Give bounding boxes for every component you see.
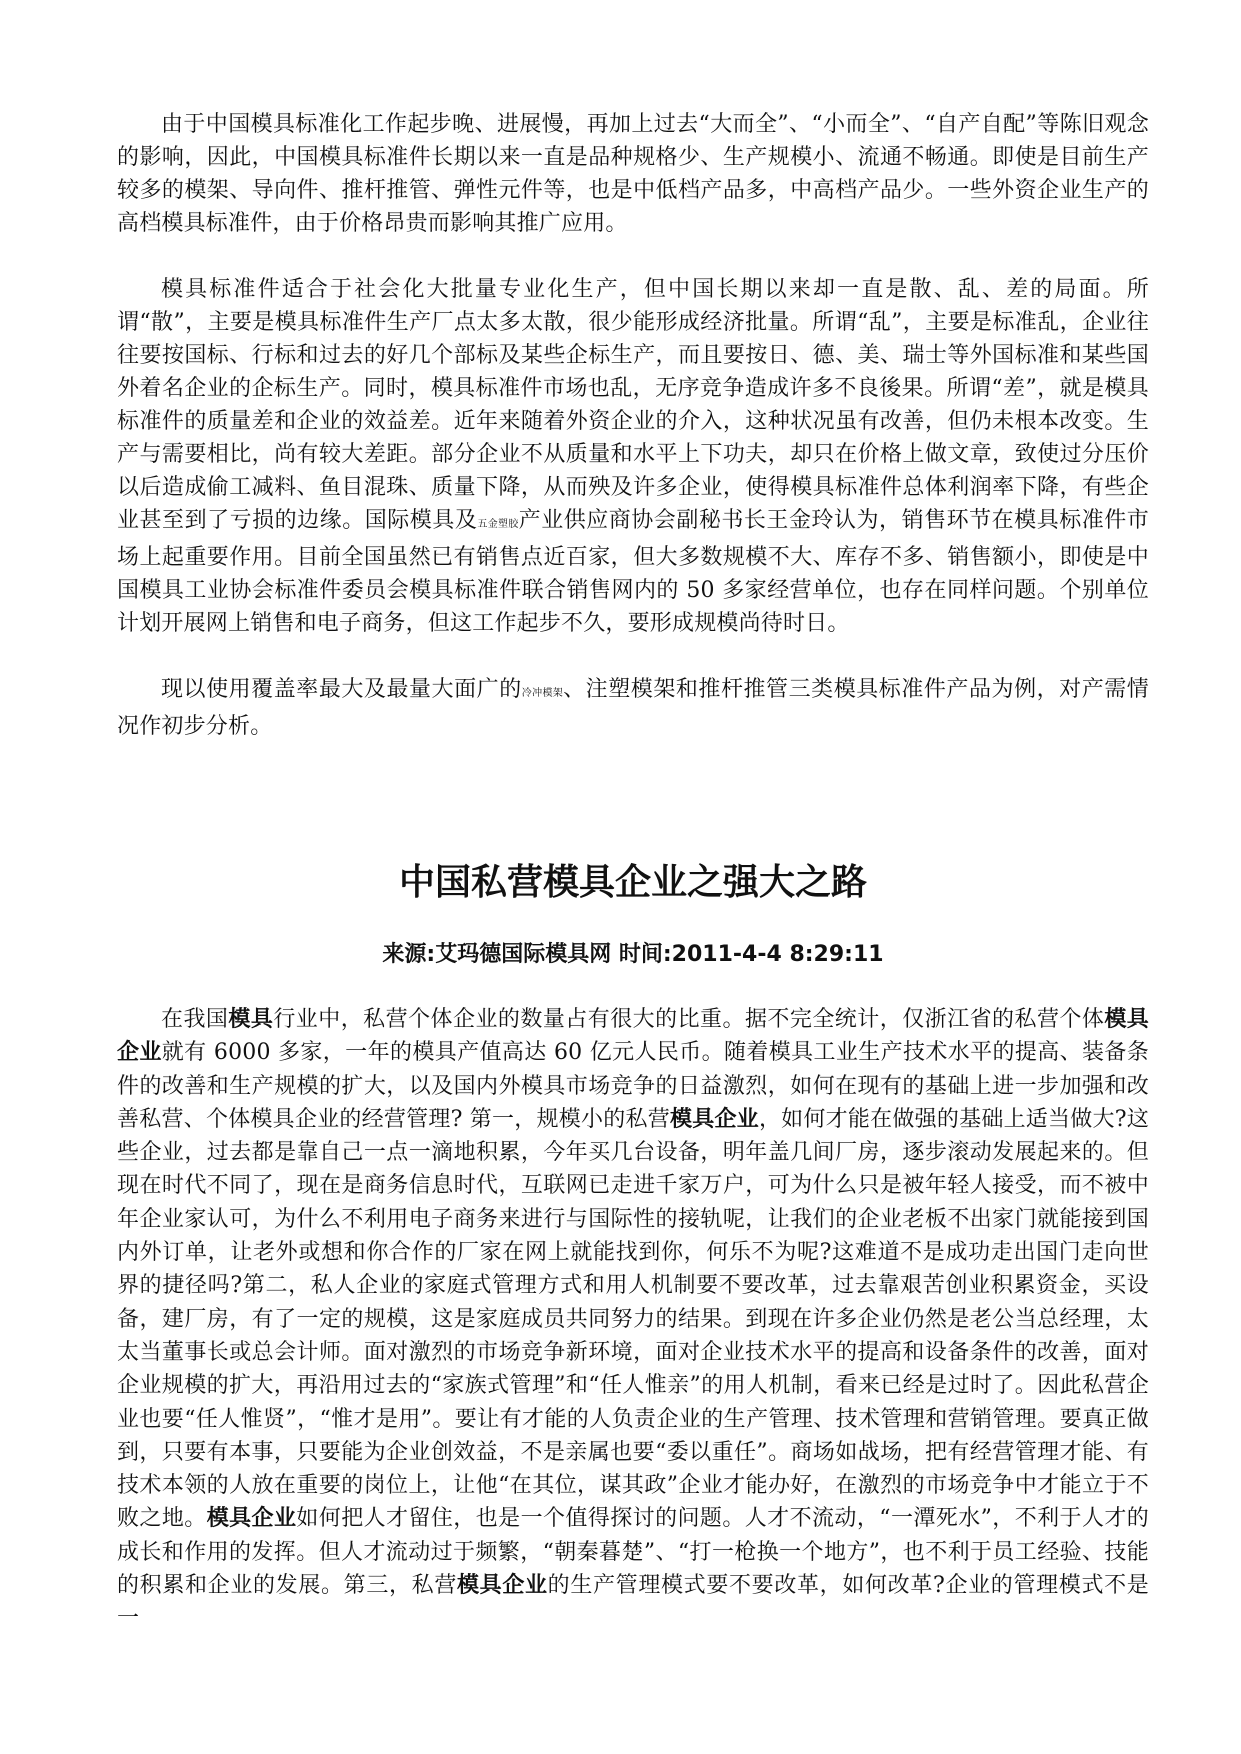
document-page [117,108,1150,1632]
article-text-4: ，如何才能在做强的基础上适当做大?这些企业，过去都是靠自己一点一滴地积累，今年买几台设备，明年盖几间厂房，逐步滚动发展起来的。但现在时代不同了，现在是商务信息时代，互联网已走进千家万户，可为什么只是被年轻人接受，而不被中年企业家认可，为什么不利用电子商务来进行与国际性的接轨呢，让我们的企业老板不出家门就能接到国内外订单，让老外或想和你合作的厂家在网上就能找到你，何乐不为呢?这难道不是成功走出国门走向世界的捷径吗?第二，私人企业的家庭式管理方式和用人机制要不要改革，过去靠艰苦创业积累资金，买设备，建厂房，有了一定的规模，这是家庭成员共同努力的结果。到现在许多企业仍然是老公当总经理，太太当董事长或总会计师。面对激烈的市场竞争新环境，面对企业技术水平的提高和设备条件的改善，面对企业规模的扩大，再沿用过去的“家族式管理”和“任人惟亲”的用人机制，看来已经是过时了。因此私营企业也要“任人惟贤”，“惟才是用”。要让有才能的人负责企业的生产管理、技术管理和营销管理。要真正做到，只要有本事，只要能为企业创效益，不是亲属也要“委以重任”。商场如战场，把有经营管理才能、有技术本领的人放在重要的岗位上，让他“在其位，谋其政”企业才能办好，在激烈的市场竞争中才能立于不败之地。 [117,1106,1149,1532]
intro-paragraph-3-text-a: 现以使用覆盖率最大及最量大面广的 [161,677,522,702]
keyword-mold-enterprise: 模具企业 [206,1505,297,1532]
keyword-mold: 模具 [228,1006,274,1032]
keyword-mold-enterprise: 模具企业 [457,1572,548,1599]
article-title: 中国私营模具企业之强大之路 [398,862,867,903]
article-text-6: 的生产管理模式要不要改革，如何改革?企业的管理模式不是一 [117,1573,1149,1632]
intro-paragraph-2 [117,273,1149,640]
intro-paragraph-1-text: 由于中国模具标准化工作起步晚、进展慢，再加上过去“大而全”、“小而全”、“自产自配”等陈旧观念的影响，因此，中国模具标准件长期以来一直是品种规格少、生产规模小、流通不畅通。即使是目前生产较多的模架、导向件、推杆推管、弹性元件等，也是中低档产品多，中高档产品少。一些外资企业生产的高档模具标准件，由于价格昂贵而影响其推广应用。 [117,112,1149,236]
intro-paragraph-2-small-text: 五金塑胶 [477,519,519,530]
intro-paragraph-3 [117,673,1149,743]
intro-paragraph-3-small-text: 冷冲模架 [521,688,564,699]
keyword-mold-enterprise: 模具企业 [669,1105,759,1132]
article-title-block [117,858,1149,908]
article-text-2: 行业中，私营个体企业的数量占有很大的比重。据不完全统计，仅浙江省的私营个体 [273,1007,1105,1032]
article-paragraph [117,1003,1149,1636]
intro-paragraph-2-text-a: 模具标准件适合于社会化大批量专业化生产，但中国长期以来却一直是散、乱、差的局面。所谓“散”，主要是模具标准件生产厂点太多太散，很少能形成经济批量。所谓“乱”，主要是标准乱，企业往往要按国标、行标和过去的好几个部标及某些企标生产，而且要按日、德、美、瑞士等外国标准和某些国外着名企业的企标生产。同时，模具标准件市场也乱，无序竞争造成许多不良後果。所谓“差”，就是模具标准件的质量差和企业的效益差。近年来随着外资企业的介入，这种状况虽有改善，但仍未根本改变。生产与需要相比，尚有较大差距。部分企业不从质量和水平上下功夫，却只在价格上做文章，致使过分压价以后造成偷工减料、鱼目混珠、质量下降，从而殃及许多企业，使得模具标准件总体利润率下降，有些企业甚至到了亏损的边缘。国际模具及 [117,277,1149,533]
article-body [117,1003,1149,1636]
article-source-block [117,935,1149,975]
intro-paragraph-2-text-b: 产业供应商协会副秘书长王金玲认为，销售环节在模具标准件市场上起重要作用。目前全国虽然已有销售点近百家，但大多数规模不大、库存不多、销售额小，即使是中国模具工业协会标准件委员会模具标准件联合销售网内的 50 多家经营单位，也存在同样问题。个别单位计划开展网上销售和电子商务，但这工作起步不久，要形成规模尚待时日。 [117,508,1149,636]
intro-paragraph-3-text-b: 、注塑模架和推杆推管三类模具标准件产品为例，对产需情况作初步分析。 [117,677,1150,739]
article-text-3: 就有 6000 多家，一年的模具产值高达 60 亿元人民币。随着模具工业生产技术水平的提高、装备条件的改善和生产规模的扩大，以及国内外模具市场竞争的日益激烈，如何在现有的基础上进一步加强和改善私营、个体模具企业的经营管理? 第一，规模小的私营 [117,1040,1149,1132]
article-source-line: 来源:艾玛德国际模具网 时间:2011-4-4 8:29:11 [382,942,884,967]
keyword-mold-enterprise: 模具企业 [117,1006,1149,1066]
article-text-1: 在我国 [161,1007,229,1032]
article-text-5: 如何把人才留住，也是一个值得探讨的问题。人才不流动，“一潭死水”，不利于人才的成长和作用的发挥。但人才流动过于频繁，“朝秦暮楚”、“打一枪换一个地方”，也不利于员工经验、技能的积累和企业的发展。第三，私营 [117,1506,1149,1599]
intro-paragraph-1 [117,108,1149,240]
